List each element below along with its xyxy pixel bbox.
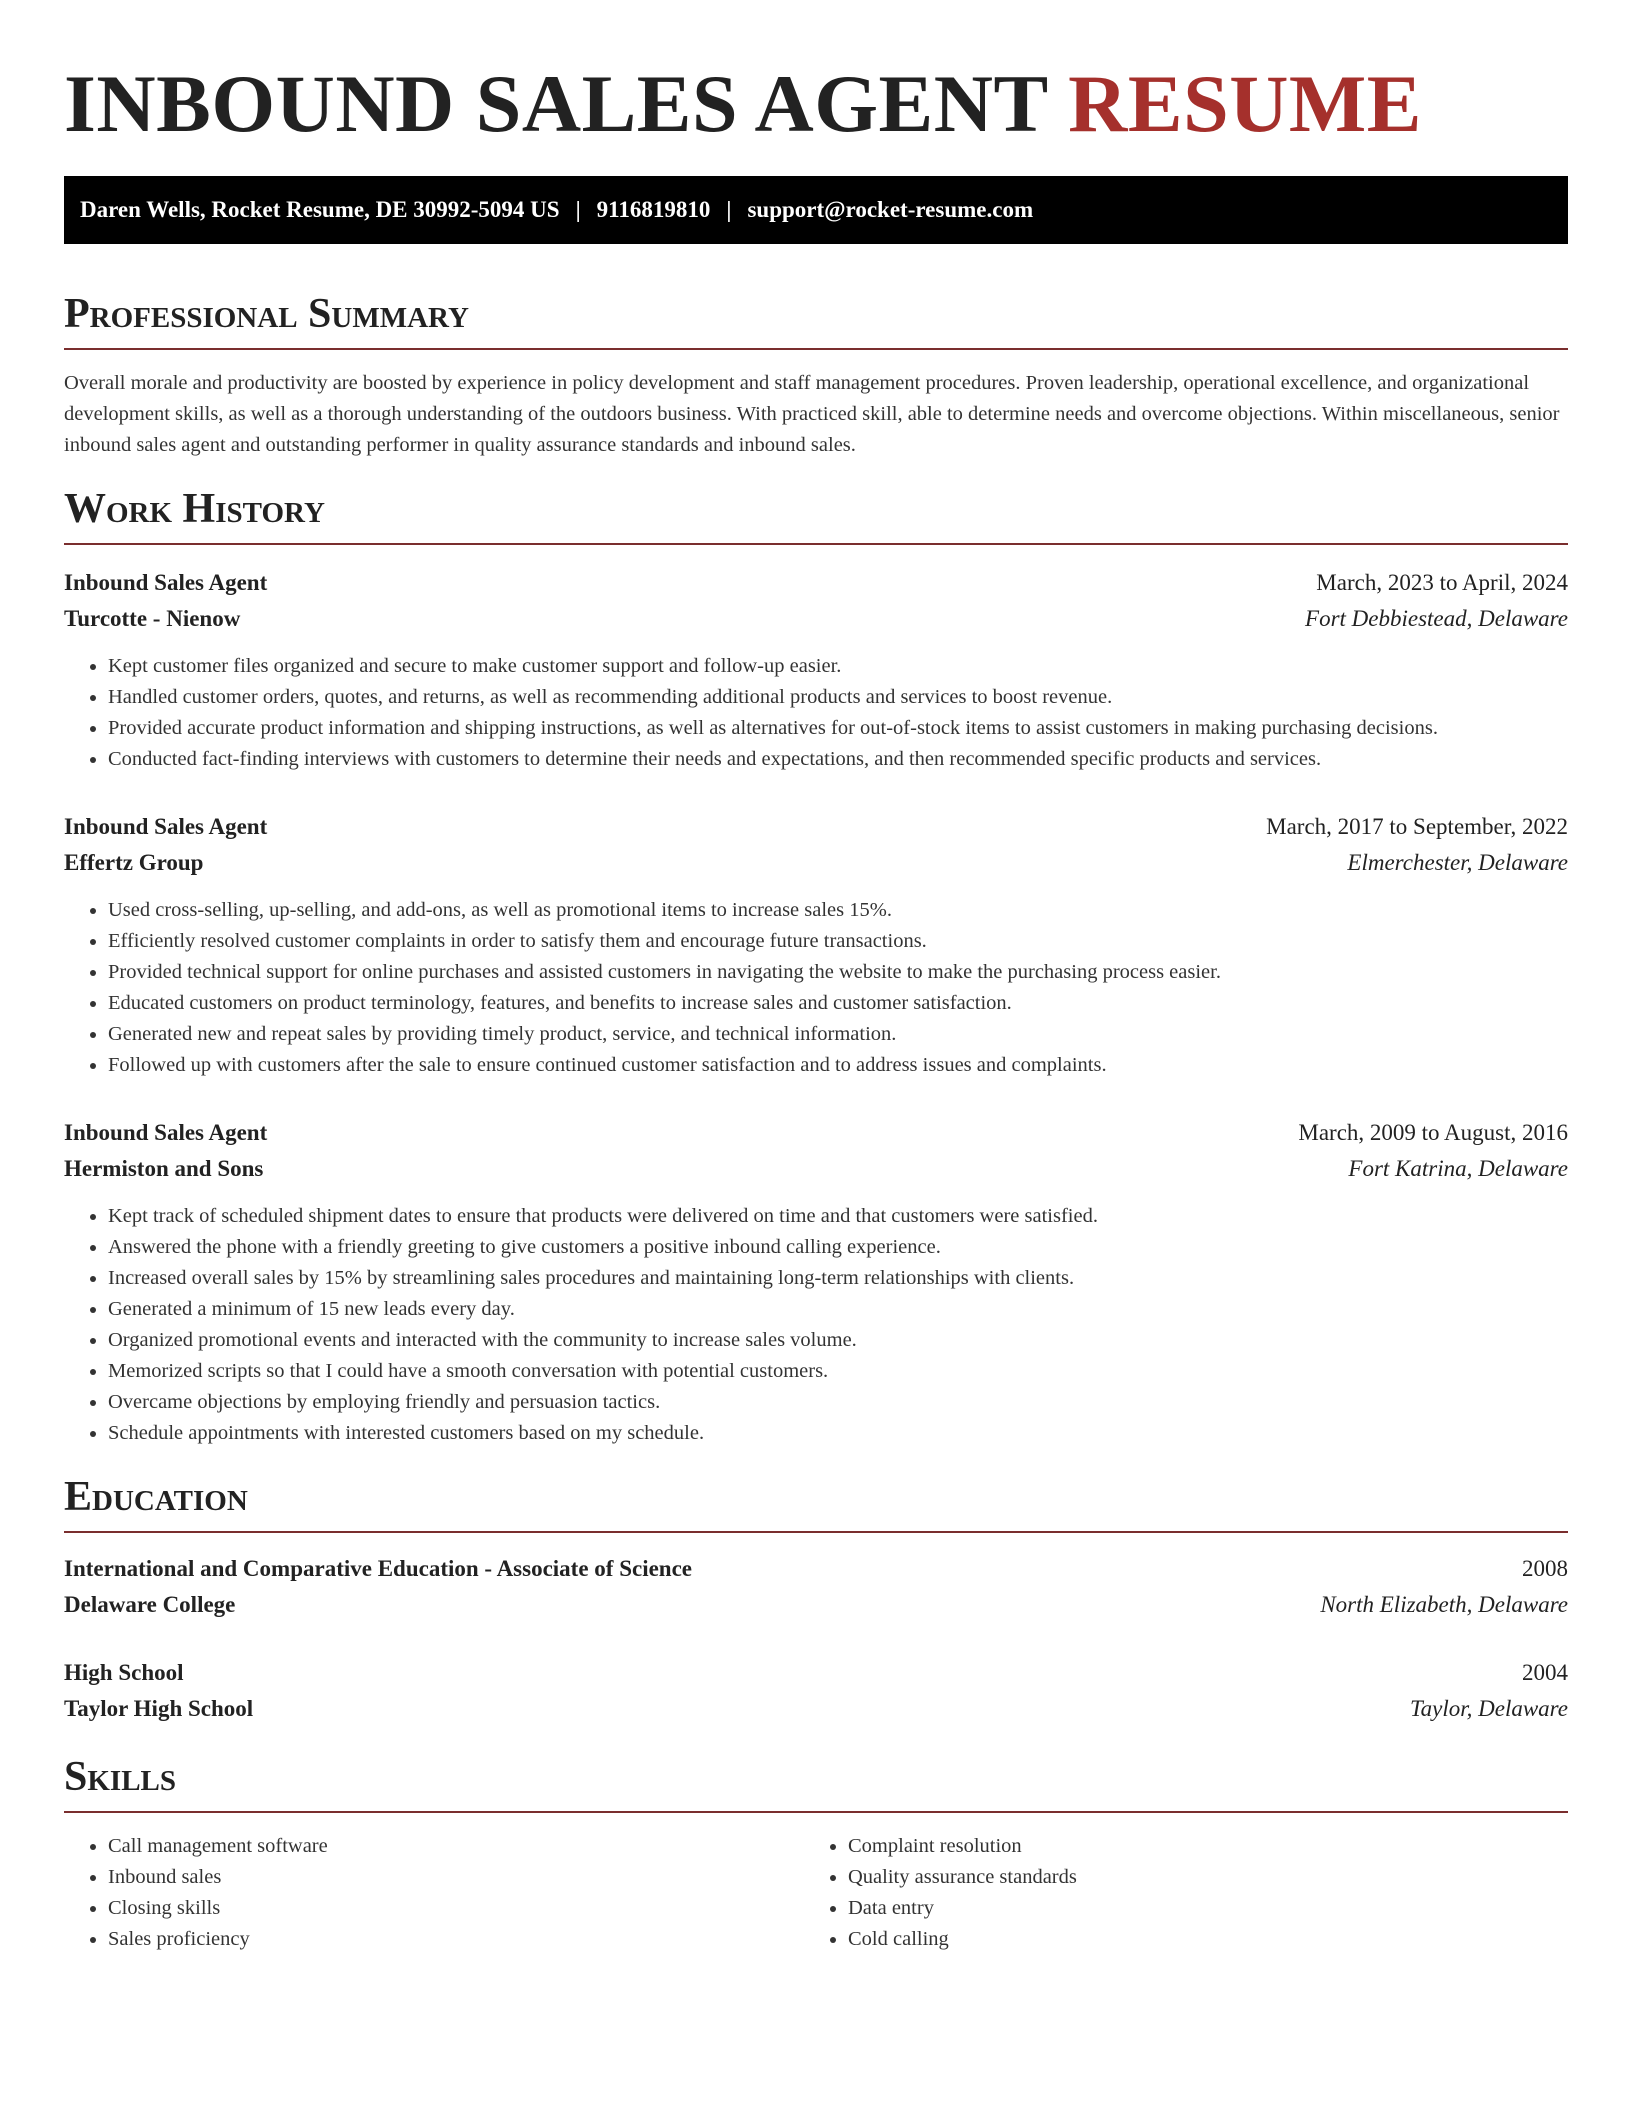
job-location: Fort Debbiestead, Delaware [1305, 606, 1568, 631]
skill-item: • Data entry [848, 1893, 1564, 1924]
job-location: Elmerchester, Delaware [1347, 850, 1568, 875]
summary-heading: Professional Summary [64, 292, 1568, 350]
job-company: Effertz Group [64, 850, 204, 875]
education-degree: High School [64, 1660, 184, 1685]
job-company: Turcotte - Nienow [64, 606, 241, 631]
list-item: • Conducted fact-finding interviews with customers to determine their needs and expectations, and then recommended specific products and services. [108, 744, 1568, 775]
skills-column-left [64, 1831, 804, 1955]
education-school: Delaware College [64, 1592, 236, 1617]
skill-item: • Sales proficiency [108, 1924, 804, 1955]
education-heading: Education [64, 1475, 1568, 1533]
list-item: • Used cross-selling, up-selling, and add-ons, as well as promotional items to increase sales 15%. [108, 895, 1568, 926]
list-item: • Organized promotional events and interacted with the community to increase sales volume. [108, 1325, 1568, 1356]
list-item: • Kept customer files organized and secure to make customer support and follow-up easier. [108, 651, 1568, 682]
list-item: • Generated a minimum of 15 new leads every day. [108, 1294, 1568, 1325]
job-bullets [64, 895, 1568, 1081]
job-bullets [64, 1201, 1568, 1449]
list-item: • Overcame objections by employing friendly and persuasion tactics. [108, 1387, 1568, 1418]
job-bullets [64, 651, 1568, 775]
list-item: • Followed up with customers after the sale to ensure continued customer satisfaction and to address issues and complaints. [108, 1050, 1568, 1081]
skill-item: • Quality assurance standards [848, 1862, 1564, 1893]
contact-email: support@rocket-resume.com [747, 197, 1034, 222]
education-year: 2008 [1522, 1556, 1568, 1581]
job-title: Inbound Sales Agent [64, 1120, 268, 1145]
education-year: 2004 [1522, 1660, 1568, 1685]
list-item: • Handled customer orders, quotes, and returns, as well as recommending additional products and services to boost revenue. [108, 682, 1568, 713]
job-entry [64, 565, 1568, 775]
list-item: • Provided accurate product information and shipping instructions, as well as alternatives for out-of-stock items to assist customers in making purchasing decisions. [108, 713, 1568, 744]
education-degree: International and Comparative Education - Associate of Science [64, 1556, 693, 1581]
skills-list [64, 1831, 1568, 1955]
job-company: Hermiston and Sons [64, 1156, 264, 1181]
education-location: North Elizabeth, Delaware [1320, 1592, 1568, 1617]
list-item: • Memorized scripts so that I could have a smooth conversation with potential customers. [108, 1356, 1568, 1387]
job-location: Fort Katrina, Delaware [1348, 1156, 1568, 1181]
resume-title [64, 54, 1568, 154]
list-item: • Schedule appointments with interested customers based on my schedule. [108, 1418, 1568, 1449]
contact-bar [64, 176, 1568, 244]
job-title: Inbound Sales Agent [64, 570, 268, 595]
education-school: Taylor High School [64, 1696, 254, 1721]
job-entry [64, 1115, 1568, 1449]
title-accent: RESUME [1068, 58, 1422, 149]
list-item: • Answered the phone with a friendly greeting to give customers a positive inbound calling experience. [108, 1232, 1568, 1263]
contact-separator: | [575, 197, 581, 222]
skill-item: • Complaint resolution [848, 1831, 1564, 1862]
education-location: Taylor, Delaware [1409, 1696, 1568, 1721]
list-item: • Kept track of scheduled shipment dates to ensure that products were delivered on time and that customers were satisfied. [108, 1201, 1568, 1232]
education-entry [64, 1655, 1568, 1727]
job-dates: March, 2009 to August, 2016 [1298, 1120, 1568, 1145]
job-dates: March, 2017 to September, 2022 [1266, 814, 1568, 839]
skill-item: • Call management software [108, 1831, 804, 1862]
list-item: • Efficiently resolved customer complaints in order to satisfy them and encourage future transactions. [108, 926, 1568, 957]
title-main: INBOUND SALES AGENT [64, 58, 1048, 149]
job-title: Inbound Sales Agent [64, 814, 268, 839]
list-item: • Educated customers on product terminology, features, and benefits to increase sales and customer satisfaction. [108, 988, 1568, 1019]
skills-column-right [804, 1831, 1564, 1955]
skill-item: • Closing skills [108, 1893, 804, 1924]
work-history-heading: Work History [64, 487, 1568, 545]
contact-separator: | [726, 197, 732, 222]
summary-text: Overall morale and productivity are boosted by experience in policy development and staff management procedures. Proven leadership, operational excellence, and organizational development skills, as well as a thorough understanding of the outdoors business. With practiced skill, able to determine needs and overcome objections. Within miscellaneous, senior inbound sales agent and outstanding performer in quality assurance standards and inbound sales. [64, 372, 1560, 456]
list-item: • Generated new and repeat sales by providing timely product, service, and technical information. [108, 1019, 1568, 1050]
list-item: • Provided technical support for online purchases and assisted customers in navigating the website to make the purchasing process easier. [108, 957, 1568, 988]
skill-item: • Cold calling [848, 1924, 1564, 1955]
list-item: • Increased overall sales by 15% by streamlining sales procedures and maintaining long-term relationships with clients. [108, 1263, 1568, 1294]
job-dates: March, 2023 to April, 2024 [1316, 570, 1568, 595]
education-entry [64, 1551, 1568, 1623]
contact-phone: 9116819810 [596, 197, 711, 222]
skill-item: • Inbound sales [108, 1862, 804, 1893]
contact-address: Daren Wells, Rocket Resume, DE 30992-5094 US [80, 197, 560, 222]
job-entry [64, 809, 1568, 1081]
skills-heading: Skills [64, 1755, 1568, 1813]
